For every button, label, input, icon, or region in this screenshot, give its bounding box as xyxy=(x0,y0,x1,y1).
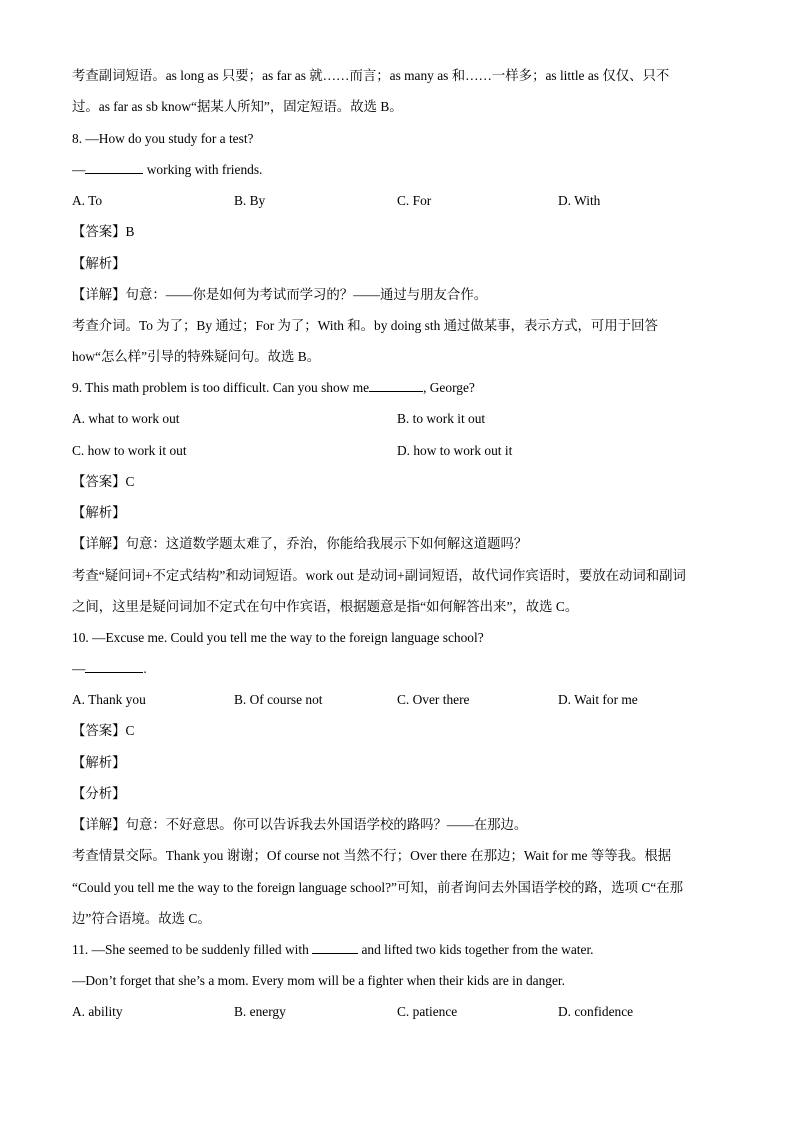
analysis-heading: 【解析】 xyxy=(72,755,126,770)
answer-blank xyxy=(312,941,358,954)
text-line: 考查副词短语。as long as 只要；as far as 就……而言；as many as 和……一样多；as little as 仅仅、只不 xyxy=(72,68,670,83)
analysis-heading: 【解析】 xyxy=(72,256,126,271)
analysis-subheading: 【分析】 xyxy=(72,786,126,801)
option-b: B. to work it out xyxy=(397,411,486,426)
text-line: 【详解】句意：不好意思。你可以告诉我去外国语学校的路吗？——在那边。 xyxy=(72,817,528,832)
option-b: B. energy xyxy=(234,1004,286,1019)
answer-line: 【答案】C xyxy=(72,474,135,489)
question-10-stem: 10. —Excuse me. Could you tell me the way to the foreign language school? xyxy=(72,630,484,645)
option-a: A. ability xyxy=(72,1004,123,1019)
question-11-stem xyxy=(72,941,594,959)
text-line: 考查情景交际。Thank you 谢谢；Of course not 当然不行；Over there 在那边；Wait for me 等等我。根据 xyxy=(72,848,672,863)
stem-text: 11. —She seemed to be suddenly filled with xyxy=(72,942,313,957)
stem-text: , George? xyxy=(423,380,475,395)
option-b: B. By xyxy=(234,193,266,208)
option-a: A. what to work out xyxy=(72,411,180,426)
dash: — xyxy=(72,162,86,177)
option-d: D. Wait for me xyxy=(558,692,638,707)
analysis-heading: 【解析】 xyxy=(72,505,126,520)
answer-blank xyxy=(85,161,143,174)
answer-line: 【答案】B xyxy=(72,224,135,239)
option-a: A. To xyxy=(72,193,103,208)
option-c: C. how to work it out xyxy=(72,443,187,458)
question-11-line2: —Don’t forget that she’s a mom. Every mom will be a fighter when their kids are in danger. xyxy=(72,973,565,988)
reply-text: working with friends. xyxy=(143,162,263,177)
question-8-stem: 8. —How do you study for a test? xyxy=(72,131,254,146)
option-d: D. With xyxy=(558,193,601,208)
option-c: C. For xyxy=(397,193,432,208)
stem-text: 9. This math problem is too difficult. Can you show me xyxy=(72,380,370,395)
text-line: 【详解】句意：这道数学题太难了，乔治，你能给我展示下如何解这道题吗？ xyxy=(72,536,528,551)
stem-text: and lifted two kids together from the water. xyxy=(358,942,594,957)
option-d: D. how to work out it xyxy=(397,443,513,458)
answer-blank xyxy=(85,660,143,673)
text-line: 之间，这里是疑问词加不定式在句中作宾语，根据题意是指“如何解答出来”，故选 C。 xyxy=(72,599,579,614)
option-c: C. patience xyxy=(397,1004,458,1019)
text-line: 【详解】句意：——你是如何为考试而学习的？——通过与朋友合作。 xyxy=(72,287,488,302)
option-b: B. Of course not xyxy=(234,692,323,707)
text-line: “Could you tell me the way to the foreign language school?”可知，前者询问去外国语学校的路，选项 C“在那 xyxy=(72,880,684,895)
dash: — xyxy=(72,661,86,676)
answer-line: 【答案】C xyxy=(72,723,135,738)
reply-text: . xyxy=(143,661,147,676)
option-a: A. Thank you xyxy=(72,692,146,707)
option-d: D. confidence xyxy=(558,1004,634,1019)
question-8-reply xyxy=(72,161,262,179)
option-c: C. Over there xyxy=(397,692,470,707)
text-line: 过。as far as sb know“据某人所知”，固定短语。故选 B。 xyxy=(72,99,403,114)
text-line: 考查介词。To 为了；By 通过；For 为了；With 和。by doing sth 通过做某事，表示方式，可用于回答 xyxy=(72,318,658,333)
question-9-stem xyxy=(72,379,475,397)
answer-blank xyxy=(369,379,423,392)
question-10-reply xyxy=(72,660,147,678)
text-line: 边”符合语境。故选 C。 xyxy=(72,911,211,926)
text-line: how“怎么样”引导的特殊疑问句。故选 B。 xyxy=(72,349,321,364)
text-line: 考查“疑问词+不定式结构”和动词短语。work out 是动词+副词短语，故代词作宾语时，要放在动词和副词 xyxy=(72,568,686,583)
